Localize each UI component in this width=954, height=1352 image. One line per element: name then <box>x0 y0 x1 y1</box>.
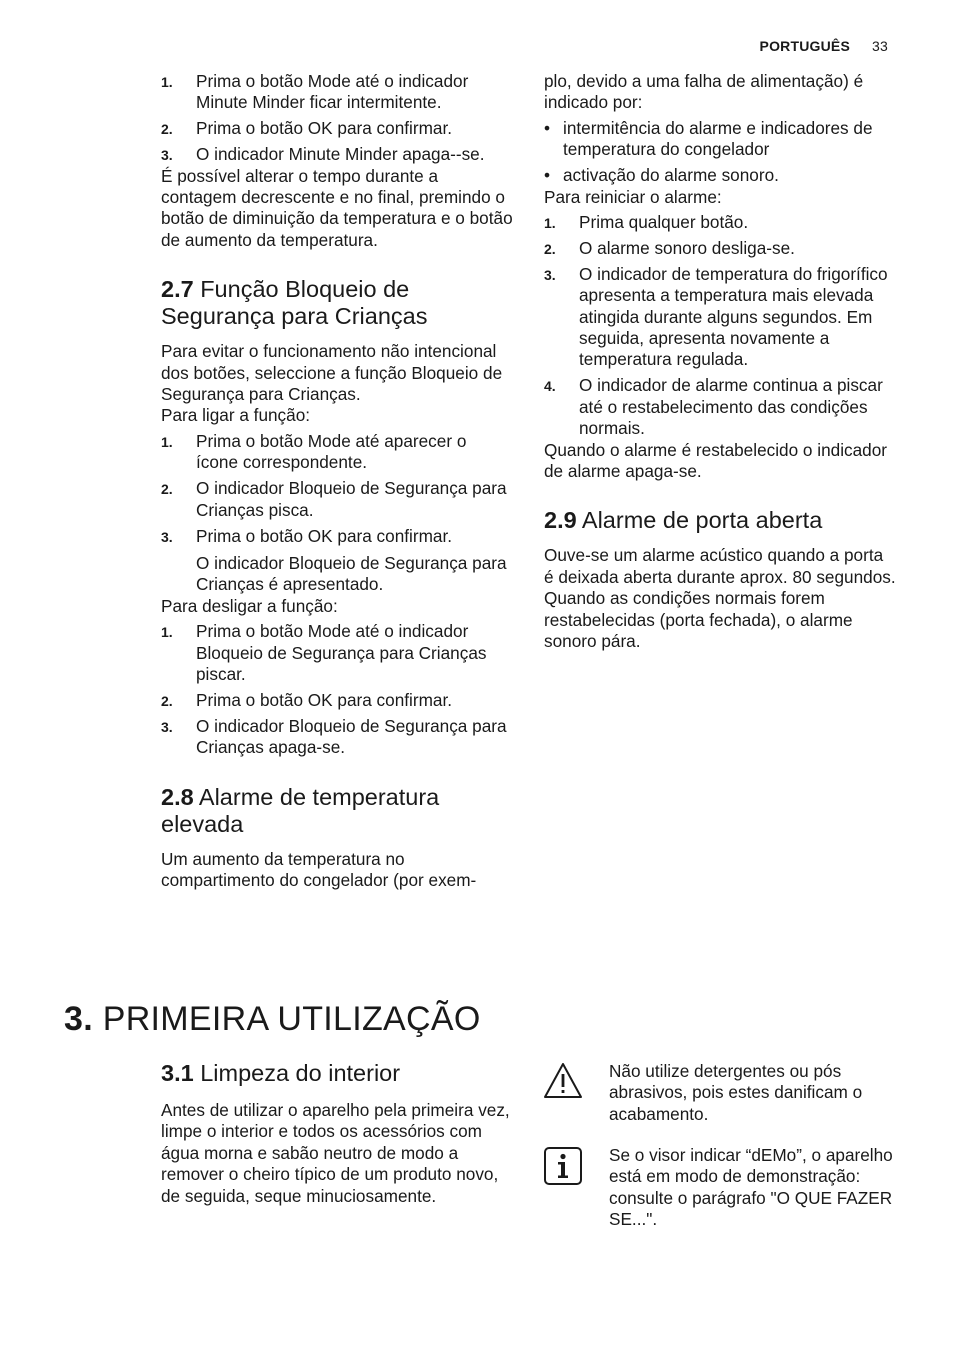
list-item <box>544 212 896 233</box>
step-text: O indicador de alarme continua a piscar até o restabelecimento das condições normais. <box>579 375 883 439</box>
step-text: O indicador Minute Minder apaga--se. <box>196 144 485 165</box>
list-item <box>161 716 513 759</box>
chapter-heading <box>64 1000 481 1039</box>
paragraph: É possível alterar o tempo durante a contagem decrescente e no final, premindo o botão de diminuição da temperatura e o botão de aumento da temperatura. <box>161 165 513 250</box>
step-text: Prima o botão Mode até o indicador Minute Minder ficar intermitente. <box>196 71 469 113</box>
warning-triangle-icon <box>543 1061 583 1101</box>
chapter-number: 3. <box>64 1000 93 1038</box>
section-number: 3.1 <box>161 1060 194 1086</box>
step-number: 3. <box>544 266 556 283</box>
section-heading-3-1 <box>161 1060 513 1087</box>
info-note <box>543 1145 903 1231</box>
section-number: 2.9 <box>544 507 577 534</box>
paragraph: plo, devido a uma falha de alimentação) é indicado por: <box>544 71 864 113</box>
step-text: O indicador Bloqueio de Segurança para Crianças apaga-se. <box>196 715 507 758</box>
info-icon <box>543 1146 583 1186</box>
list-item <box>161 621 513 685</box>
steps-lock-on <box>161 431 513 596</box>
step-number: 1. <box>544 214 556 231</box>
right-column <box>544 71 896 652</box>
paragraph: Quando as condições normais forem restabelecidas (porta fechada), o alarme sonoro pára. <box>544 588 853 651</box>
bullet-list <box>544 118 896 187</box>
list-item <box>544 238 896 259</box>
step-number: 2. <box>544 240 556 257</box>
list-item <box>161 690 513 711</box>
steps-reset-alarm <box>544 212 896 440</box>
step-text: Prima o botão OK para confirmar. <box>196 118 453 139</box>
warning-text: Não utilize detergentes ou pós abrasivos, pois estes danificam o acabamento. <box>609 1061 863 1124</box>
language-label: PORTUGUÊS <box>759 38 851 54</box>
bullet-icon: • <box>544 165 551 186</box>
list-item <box>161 118 513 139</box>
step-text: O indicador Bloqueio de Segurança para Crianças pisca. <box>196 478 507 520</box>
list-item <box>161 71 513 114</box>
section-3-1 <box>161 1060 513 1207</box>
list-item <box>544 375 896 439</box>
info-text: Se o visor indicar “dEMo”, o aparelho está em modo de demonstração: consulte o parágrafo "O QUE FAZER SE...". <box>609 1145 893 1230</box>
bullet-text: activação do alarme sonoro. <box>563 165 779 186</box>
section-title: Alarme de porta aberta <box>581 507 823 534</box>
list-item <box>161 144 513 165</box>
bullet-text: intermitência do alarme e indicadores de temperatura do congelador <box>563 117 873 160</box>
step-number: 3. <box>161 528 173 545</box>
step-number: 1. <box>161 74 173 90</box>
paragraph: Ouve-se um alarme acústico quando a porta é deixada aberta durante aprox. 80 segundos. <box>544 545 896 587</box>
step-text: Prima o botão OK para confirmar. <box>196 525 453 546</box>
step-text: Prima o botão OK para confirmar. <box>196 689 453 710</box>
list-item <box>161 478 513 521</box>
step-text: Prima o botão Mode até o indicador Bloqueio de Segurança para Crianças piscar. <box>196 621 487 684</box>
step-number: 1. <box>161 624 173 641</box>
paragraph: Para ligar a função: <box>161 405 311 426</box>
chapter-title: PRIMEIRA UTILIZAÇÃO <box>102 1000 481 1038</box>
list-item <box>544 118 896 161</box>
step-number: 3. <box>161 718 173 735</box>
list-item <box>544 165 896 186</box>
step-text: O indicador de temperatura do frigorífico apresenta a temperatura mais elevada atingida durante alguns segundos. Em seguida, apresenta novamente a temperatura regulada. <box>579 263 888 370</box>
steps-minute-minder <box>161 71 513 166</box>
paragraph: Antes de utilizar o aparelho pela primeira vez, limpe o interior e todos os acessórios com água morna e sabão neutro de modo a remover o cheiro típico de um produto novo, de seguida, seque minuciosamente. <box>161 1100 510 1206</box>
step-text: O alarme sonoro desliga-se. <box>579 237 795 258</box>
paragraph: Para evitar o funcionamento não intencional dos botões, seleccione a função Bloqueio de Segurança para Crianças. <box>161 341 503 405</box>
list-item <box>544 264 896 371</box>
bullet-icon: • <box>544 117 551 138</box>
step-number: 2. <box>161 121 173 138</box>
section-title: Função Bloqueio de Segurança para Crianças <box>161 276 428 330</box>
step-text: Prima o botão Mode até aparecer o ícone correspondente. <box>196 430 467 473</box>
section-title: Limpeza do interior <box>200 1060 401 1086</box>
step-continuation: O indicador Bloqueio de Segurança para Crianças é apresentado. <box>196 552 507 595</box>
section-number: 2.8 <box>161 783 194 810</box>
step-number: 2. <box>161 692 173 709</box>
page-header <box>760 38 888 54</box>
paragraph: Para reiniciar o alarme: <box>544 186 722 207</box>
list-item <box>161 526 513 547</box>
step-number: 4. <box>544 378 556 395</box>
step-number: 1. <box>161 433 173 450</box>
section-heading-2-8 <box>161 784 513 838</box>
step-text: Prima qualquer botão. <box>579 211 749 232</box>
section-heading-2-9 <box>544 507 896 534</box>
section-title: Alarme de temperatura elevada <box>161 783 440 837</box>
left-column <box>161 71 513 891</box>
paragraph: Para desligar a função: <box>161 595 338 616</box>
list-item <box>161 431 513 474</box>
step-number: 2. <box>161 481 173 498</box>
page-number: 33 <box>872 38 888 54</box>
paragraph: Um aumento da temperatura no compartimento do congelador (por exem- <box>161 848 477 890</box>
warning-note <box>543 1061 903 1125</box>
paragraph: Quando o alarme é restabelecido o indicador de alarme apaga-se. <box>544 439 888 481</box>
steps-lock-off <box>161 621 513 758</box>
section-number: 2.7 <box>161 276 194 303</box>
section-heading-2-7 <box>161 276 513 330</box>
step-number: 3. <box>161 147 173 164</box>
